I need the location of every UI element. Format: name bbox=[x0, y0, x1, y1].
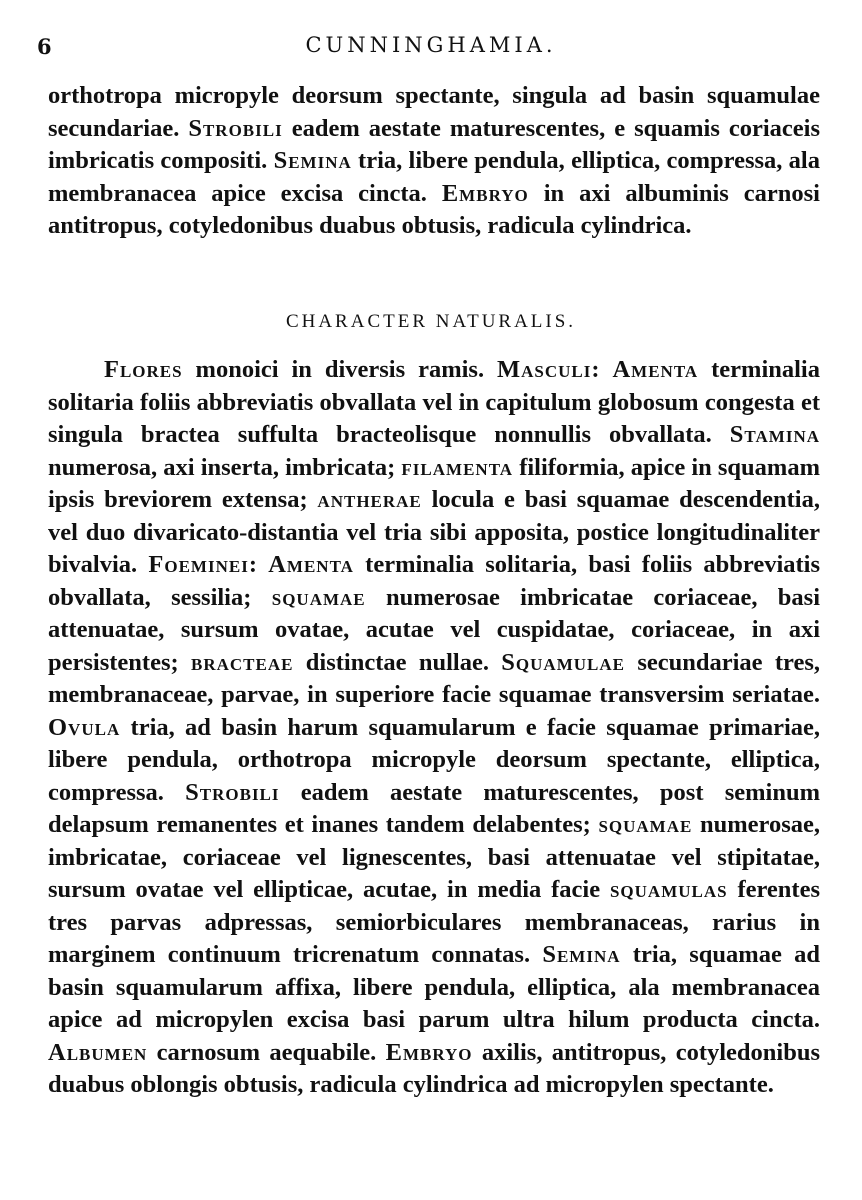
running-head: CUNNINGHAMIA. bbox=[305, 33, 557, 57]
intro-paragraph bbox=[48, 80, 820, 243]
text-run: eadem aestate maturescentes, e squamis coriaceis imbricatis compositi. bbox=[48, 114, 820, 174]
text-run: locula e basi squamae descendentia, vel duo divaricato-distantia vel tria sibi apposita, postice longitudinaliter bivalvia. bbox=[48, 486, 820, 578]
smallcaps-term: Stamina bbox=[729, 421, 820, 448]
smallcaps-term: squamulas bbox=[609, 876, 728, 903]
text-run: carnosum aequabile. bbox=[147, 1038, 386, 1066]
smallcaps-term: Amenta bbox=[612, 356, 699, 383]
smallcaps-term: Semina bbox=[542, 941, 621, 968]
text-run: numerosae, imbricatae, coriaceae vel lignescentes, basi attenuatae vel stipitatae, sursum ovatae vel ellipticae, acutae, in media facie bbox=[48, 811, 820, 903]
text-run: secundariae tres, membranaceae, parvae, in superiore facie squamae transversim seriatae. bbox=[48, 648, 820, 708]
text-run: eadem aestate maturescentes, post seminum delapsum remanentes et inanes tandem delabentes; bbox=[48, 778, 820, 838]
text-run: monoici in diversis ramis. bbox=[182, 356, 498, 383]
smallcaps-term: Strobili bbox=[188, 114, 283, 142]
smallcaps-term: Masculi bbox=[497, 356, 592, 383]
text-run: distinctae nullae. bbox=[293, 648, 502, 676]
text-run: : bbox=[591, 356, 613, 383]
smallcaps-term: Strobili bbox=[185, 778, 280, 806]
smallcaps-term: bracteae bbox=[190, 648, 294, 676]
intro-text bbox=[48, 80, 820, 243]
smallcaps-term: Squamulae bbox=[501, 648, 625, 676]
text-run: in axi albuminis carnosi antitropus, cotyledonibus duabus obtusis, radicula cylindrica. bbox=[48, 179, 820, 239]
character-naturalis-paragraph bbox=[48, 354, 820, 1102]
smallcaps-term: Embryo bbox=[441, 179, 529, 207]
smallcaps-term: filamenta bbox=[401, 453, 514, 481]
smallcaps-term: squamae bbox=[598, 811, 693, 838]
text-run: orthotropa micropyle deorsum spectante, singula ad basin squamulae secundariae. bbox=[48, 82, 820, 142]
section-heading: CHARACTER NATURALIS. bbox=[285, 311, 577, 332]
text-run: tria, squamae ad basin squamularum affixa, libere pendula, elliptica, ala membranacea apice ad micropylen excisa basi parum ultra hilum producta cincta. bbox=[48, 941, 820, 1033]
text-run: numerosa, axi inserta, imbricata; bbox=[48, 453, 402, 481]
text-run: numerosae imbricatae coriaceae, basi attenuatae, sursum ovatae, acutae vel cuspidatae, coriaceae, in axi persistentes; bbox=[48, 583, 820, 676]
smallcaps-term: Albumen bbox=[48, 1038, 148, 1066]
text-run: terminalia solitaria, basi foliis abbreviatis obvallata, sessilia; bbox=[48, 551, 820, 611]
smallcaps-term: Embryo bbox=[385, 1038, 473, 1066]
smallcaps-term: Ovula bbox=[48, 713, 121, 741]
page-number: 6 bbox=[37, 34, 53, 59]
text-run: ferentes tres parvas adpressas, semiorbiculares membranaceas, rarius in marginem continuum tricrenatum connatas. bbox=[48, 876, 820, 968]
text-run: terminalia solitaria foliis abbreviatis obvallata vel in capitulum globosum congesta et singula bractea suffulta bracteolisque nonnullis obvallata. bbox=[48, 356, 820, 448]
smallcaps-term: squamae bbox=[271, 583, 366, 611]
text-run: axilis, antitropus, cotyledonibus duabus oblongis obtusis, radicula cylindrica ad micropylen spectante. bbox=[48, 1038, 821, 1098]
smallcaps-term: Amenta bbox=[268, 551, 354, 578]
text-run: tria, ad basin harum squamularum e facie squamae primariae, libere pendula, orthotropa micropyle deorsum spectante, elliptica, compressa. bbox=[48, 713, 820, 806]
smallcaps-term: antherae bbox=[317, 486, 422, 513]
smallcaps-term: Semina bbox=[273, 147, 352, 174]
body-text bbox=[48, 354, 820, 1102]
text-run: tria, libere pendula, elliptica, compressa, ala membranacea apice excisa cincta. bbox=[48, 147, 820, 207]
text-run: filiformia, apice in squamam ipsis breviorem extensa; bbox=[48, 453, 820, 513]
smallcaps-term: Flores bbox=[104, 356, 183, 383]
smallcaps-term: Foeminei bbox=[148, 551, 249, 578]
text-run: : bbox=[248, 551, 269, 578]
